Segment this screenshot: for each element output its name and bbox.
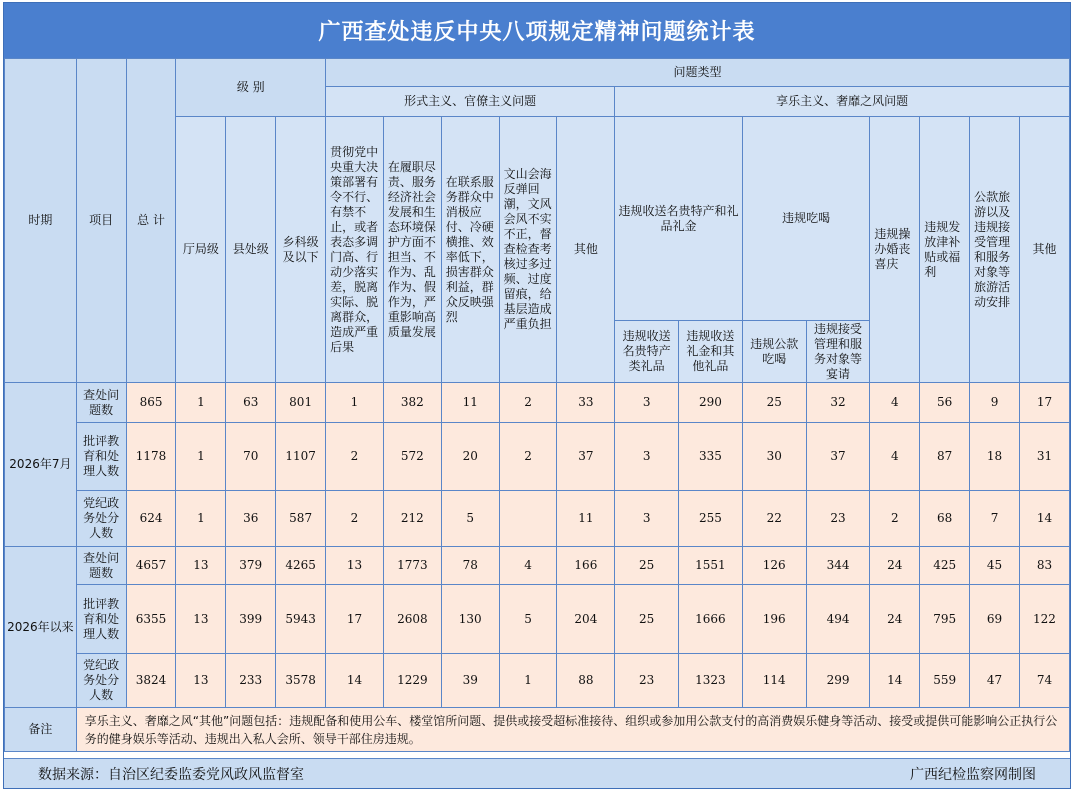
header-level-xian: 县处级 [226, 117, 276, 383]
value-cell: 3 [615, 423, 679, 491]
table-row [5, 654, 1070, 708]
period-cell: 2026年以来 [5, 547, 77, 708]
value-cell: 2 [499, 423, 557, 491]
value-cell: 68 [920, 491, 970, 547]
value-cell: 23 [806, 491, 870, 547]
value-cell: 14 [870, 654, 920, 708]
value-cell: 63 [226, 383, 276, 423]
header-hedonism: 享乐主义、奢靡之风问题 [615, 87, 1070, 117]
value-cell: 1323 [679, 654, 743, 708]
value-cell: 1229 [383, 654, 441, 708]
value-cell: 6355 [126, 585, 176, 654]
page-title: 广西查处违反中央八项规定精神问题统计表 [4, 3, 1070, 58]
value-cell: 39 [441, 654, 499, 708]
value-cell: 45 [970, 547, 1020, 585]
header-formalism-other: 其他 [557, 117, 615, 383]
table-row [5, 585, 1070, 654]
value-cell: 14 [326, 654, 384, 708]
value-cell: 25 [615, 585, 679, 654]
header-level-xiang: 乡科级及以下 [276, 117, 326, 383]
item-cell: 查处问题数 [76, 383, 126, 423]
header-formalism-4: 文山会海反弹回潮，文风会风不实不正，督查检查考核过多过频、过度留痕，给基层造成严重负担 [499, 117, 557, 383]
value-cell: 4657 [126, 547, 176, 585]
footer [4, 758, 1070, 788]
note-text: 享乐主义、奢靡之风“其他”问题包括：违规配备和使用公车、楼堂馆所问题、提供或接受超标准接待、组织或参加用公款支付的高消费娱乐健身等活动、接受或提供可能影响公正执行公务的健身娱乐等活动、违规出入私人会所、领导干部住房违规。 [76, 708, 1069, 752]
value-cell: 122 [1019, 585, 1069, 654]
value-cell: 13 [176, 654, 226, 708]
value-cell: 5943 [276, 585, 326, 654]
value-cell: 212 [383, 491, 441, 547]
value-cell: 865 [126, 383, 176, 423]
header-gifts-specialty: 违规收送名贵特产类礼品 [615, 321, 679, 383]
value-cell: 1 [176, 491, 226, 547]
item-cell: 批评教育和处理人数 [76, 423, 126, 491]
value-cell: 24 [870, 547, 920, 585]
value-cell: 3 [615, 491, 679, 547]
value-cell: 1107 [276, 423, 326, 491]
value-cell: 290 [679, 383, 743, 423]
value-cell: 14 [1019, 491, 1069, 547]
value-cell: 25 [742, 383, 806, 423]
header-formalism: 形式主义、官僚主义问题 [326, 87, 615, 117]
value-cell: 795 [920, 585, 970, 654]
value-cell: 9 [970, 383, 1020, 423]
value-cell: 4 [499, 547, 557, 585]
value-cell: 23 [615, 654, 679, 708]
value-cell: 88 [557, 654, 615, 708]
header-hedonism-other: 其他 [1019, 117, 1069, 383]
value-cell: 587 [276, 491, 326, 547]
value-cell: 344 [806, 547, 870, 585]
table-row [5, 423, 1070, 491]
value-cell: 2 [870, 491, 920, 547]
value-cell: 382 [383, 383, 441, 423]
header-level: 级 别 [176, 59, 326, 117]
value-cell: 31 [1019, 423, 1069, 491]
value-cell: 3 [615, 383, 679, 423]
value-cell: 36 [226, 491, 276, 547]
header-formalism-1: 贯彻党中央重大决策部署有令不行、有禁不止，或者表态多调门高、行动少落实差，脱离实际、脱离群众，造成严重后果 [326, 117, 384, 383]
value-cell: 13 [176, 547, 226, 585]
header-formalism-3: 在联系服务群众中消极应付、冷硬横推、效率低下，损害群众利益，群众反映强烈 [441, 117, 499, 383]
header-travel: 公款旅游以及违规接受管理和服务对象等旅游活动安排 [970, 117, 1020, 383]
header-item: 项目 [76, 59, 126, 383]
value-cell: 299 [806, 654, 870, 708]
value-cell: 7 [970, 491, 1020, 547]
value-cell: 425 [920, 547, 970, 585]
value-cell: 1551 [679, 547, 743, 585]
value-cell: 2 [499, 383, 557, 423]
stats-table [4, 58, 1070, 752]
value-cell: 22 [742, 491, 806, 547]
value-cell: 126 [742, 547, 806, 585]
value-cell: 166 [557, 547, 615, 585]
value-cell: 379 [226, 547, 276, 585]
header-dining-public: 违规公款吃喝 [742, 321, 806, 383]
header-dining-banquet: 违规接受管理和服务对象等宴请 [806, 321, 870, 383]
header-level-ting: 厅局级 [176, 117, 226, 383]
value-cell: 233 [226, 654, 276, 708]
value-cell: 37 [557, 423, 615, 491]
value-cell: 56 [920, 383, 970, 423]
value-cell: 572 [383, 423, 441, 491]
value-cell: 1 [176, 383, 226, 423]
value-cell: 2 [326, 491, 384, 547]
value-cell: 196 [742, 585, 806, 654]
value-cell: 24 [870, 585, 920, 654]
header-gifts-group: 违规收送名贵特产和礼品礼金 [615, 117, 743, 321]
value-cell: 33 [557, 383, 615, 423]
value-cell: 13 [176, 585, 226, 654]
value-cell: 74 [1019, 654, 1069, 708]
value-cell: 3578 [276, 654, 326, 708]
value-cell: 70 [226, 423, 276, 491]
value-cell [499, 491, 557, 547]
value-cell: 494 [806, 585, 870, 654]
value-cell: 87 [920, 423, 970, 491]
value-cell: 83 [1019, 547, 1069, 585]
value-cell: 17 [1019, 383, 1069, 423]
value-cell: 1666 [679, 585, 743, 654]
value-cell: 32 [806, 383, 870, 423]
value-cell: 25 [615, 547, 679, 585]
header-allowances: 违规发放津补贴或福利 [920, 117, 970, 383]
value-cell: 1 [326, 383, 384, 423]
credit: 广西纪检监察网制图 [910, 766, 1036, 783]
value-cell: 18 [970, 423, 1020, 491]
value-cell: 20 [441, 423, 499, 491]
value-cell: 5 [499, 585, 557, 654]
value-cell: 78 [441, 547, 499, 585]
value-cell: 17 [326, 585, 384, 654]
value-cell: 4265 [276, 547, 326, 585]
value-cell: 1178 [126, 423, 176, 491]
value-cell: 399 [226, 585, 276, 654]
value-cell: 2 [326, 423, 384, 491]
value-cell: 13 [326, 547, 384, 585]
header-total: 总 计 [126, 59, 176, 383]
value-cell: 11 [441, 383, 499, 423]
item-cell: 党纪政务处分人数 [76, 491, 126, 547]
table-row [5, 491, 1070, 547]
header-formalism-2: 在履职尽责、服务经济社会发展和生态环境保护方面不担当、不作为、乱作为、假作为，严重影响高质量发展 [383, 117, 441, 383]
value-cell: 30 [742, 423, 806, 491]
header-dining-group: 违规吃喝 [742, 117, 870, 321]
value-cell: 1 [176, 423, 226, 491]
value-cell: 255 [679, 491, 743, 547]
value-cell: 47 [970, 654, 1020, 708]
value-cell: 801 [276, 383, 326, 423]
header-problem-type: 问题类型 [326, 59, 1070, 87]
value-cell: 4 [870, 423, 920, 491]
value-cell: 3824 [126, 654, 176, 708]
header-gifts-cash: 违规收送礼金和其他礼品 [679, 321, 743, 383]
header-weddings: 违规操办婚丧喜庆 [870, 117, 920, 383]
item-cell: 查处问题数 [76, 547, 126, 585]
value-cell: 130 [441, 585, 499, 654]
data-source: 数据来源：自治区纪委监委党风政风监督室 [38, 766, 304, 783]
table-row [5, 383, 1070, 423]
value-cell: 5 [441, 491, 499, 547]
header-period: 时期 [5, 59, 77, 383]
item-cell: 批评教育和处理人数 [76, 585, 126, 654]
value-cell: 1 [499, 654, 557, 708]
item-cell: 党纪政务处分人数 [76, 654, 126, 708]
period-cell: 2026年7月 [5, 383, 77, 547]
value-cell: 4 [870, 383, 920, 423]
value-cell: 69 [970, 585, 1020, 654]
value-cell: 37 [806, 423, 870, 491]
value-cell: 2608 [383, 585, 441, 654]
value-cell: 1773 [383, 547, 441, 585]
note-label: 备注 [5, 708, 77, 752]
value-cell: 559 [920, 654, 970, 708]
value-cell: 624 [126, 491, 176, 547]
value-cell: 114 [742, 654, 806, 708]
table-body [5, 383, 1070, 708]
value-cell: 11 [557, 491, 615, 547]
value-cell: 335 [679, 423, 743, 491]
stats-table-frame [3, 2, 1071, 789]
table-row [5, 547, 1070, 585]
value-cell: 204 [557, 585, 615, 654]
